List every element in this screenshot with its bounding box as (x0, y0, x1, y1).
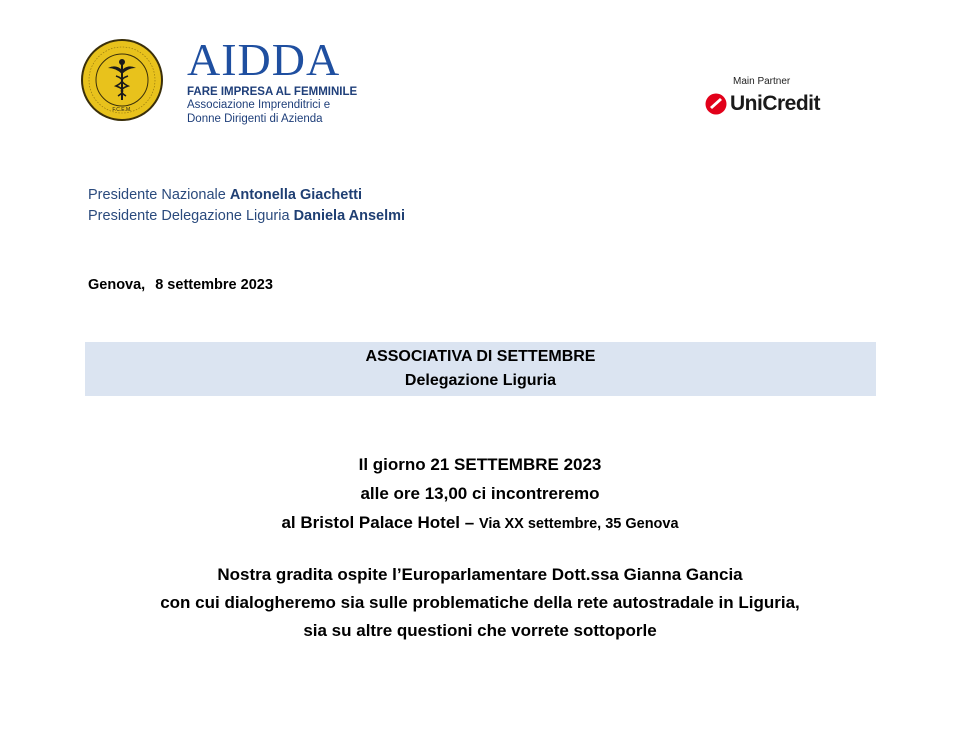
event-time: alle ore 13,00 ci incontreremo (360, 484, 600, 503)
title-banner (85, 342, 876, 396)
fcem-seal-logo (80, 38, 164, 122)
brand-name: AIDDA (187, 34, 341, 85)
brand-tagline: FARE IMPRESA AL FEMMINILE (187, 86, 358, 98)
partner-label: Main Partner (733, 76, 791, 87)
event-details (0, 450, 960, 539)
event-date: Il giorno 21 SETTEMBRE 2023 (358, 455, 602, 474)
brand-sub-line1: Associazione Imprenditrici e (187, 99, 331, 111)
aidda-brand (187, 34, 358, 126)
event-address: Via XX settembre, 35 Genova (478, 516, 679, 532)
presidents-block (88, 185, 405, 227)
regional-president: Presidente Delegazione Liguria Daniela Anselmi (88, 208, 406, 224)
main-partner (705, 76, 820, 116)
dateline (88, 277, 273, 293)
guest-line3: sia su altre questioni che vorrete sottoporle (303, 621, 657, 640)
banner-title: ASSOCIATIVA DI SETTEMBRE (365, 348, 596, 365)
guest-line1: Nostra gradita ospite l’Europarlamentare Dott.ssa Gianna Gancia (217, 565, 743, 584)
guest-line2: con cui dialogheremo sia sulle problematiche della rete autostradale in Liguria, (160, 593, 800, 612)
guest-details (0, 561, 960, 645)
dateline-city: Genova, (88, 277, 146, 293)
national-president: Presidente Nazionale Antonella Giachetti (88, 187, 363, 203)
brand-sub-line2: Donne Dirigenti di Azienda (187, 113, 323, 125)
dateline-date: 8 settembre 2023 (155, 277, 273, 293)
event-venue: al Bristol Palace Hotel – (281, 513, 475, 532)
unicredit-logo-icon (705, 93, 727, 115)
seal-abbr: F.C.E.M. (112, 107, 132, 113)
banner-subtitle: Delegazione Liguria (404, 372, 557, 389)
event-venue-line (0, 508, 960, 539)
partner-name: UniCredit (730, 92, 820, 115)
